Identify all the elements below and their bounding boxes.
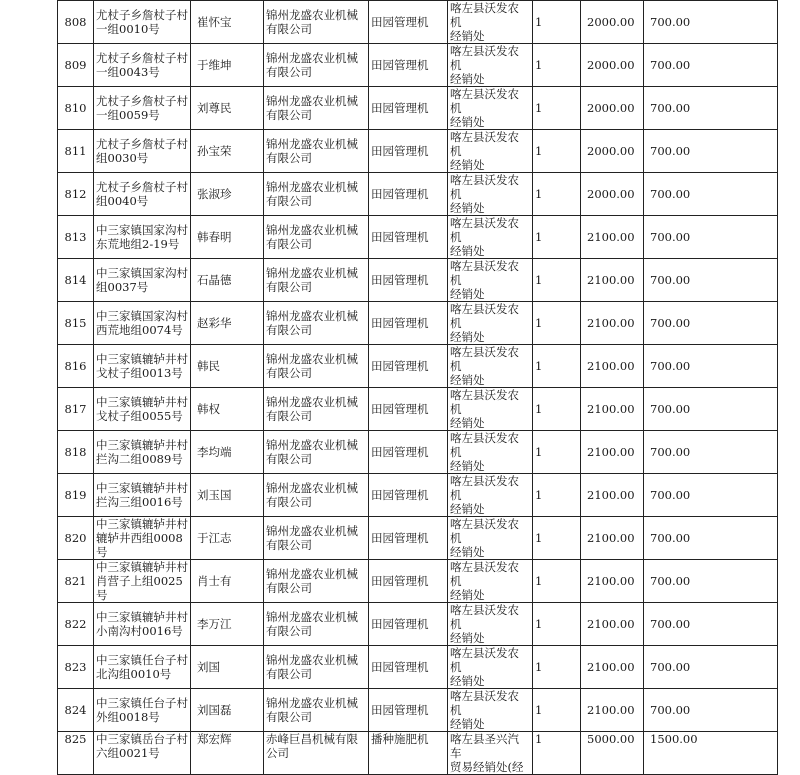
applicant-name-cell: 刘尊民 (191, 87, 264, 130)
row-number-cell: 811 (58, 130, 94, 173)
price-cell: 2000.00 (581, 44, 644, 87)
applicant-name-cell: 于江志 (191, 517, 264, 560)
address-cell: 中三家镇国家沟村 东荒地组2-19号 (94, 216, 191, 259)
dealer-cell: 喀左县圣兴汽车 贸易经销处(经 (448, 732, 533, 775)
price-cell: 2000.00 (581, 1, 644, 44)
manufacturer-cell: 锦州龙盛农业机械 有限公司 (264, 1, 369, 44)
quantity-cell: 1 (533, 431, 581, 474)
dealer-cell: 喀左县沃发农机 经销处 (448, 173, 533, 216)
quantity-cell: 1 (533, 173, 581, 216)
applicant-name-cell: 肖士有 (191, 560, 264, 603)
table-row (58, 130, 778, 173)
dealer-cell: 喀左县沃发农机 经销处 (448, 130, 533, 173)
dealer-cell: 喀左县沃发农机 经销处 (448, 474, 533, 517)
machine-type-cell: 田园管理机 (369, 517, 448, 560)
price-cell: 2100.00 (581, 646, 644, 689)
subsidy-cell: 700.00 (644, 646, 778, 689)
manufacturer-cell: 锦州龙盛农业机械 有限公司 (264, 259, 369, 302)
manufacturer-cell: 锦州龙盛农业机械 有限公司 (264, 646, 369, 689)
manufacturer-cell: 锦州龙盛农业机械 有限公司 (264, 302, 369, 345)
price-cell: 2100.00 (581, 689, 644, 732)
row-number-cell: 809 (58, 44, 94, 87)
table-body (58, 1, 778, 775)
address-cell: 中三家镇辘轳井村 拦沟三组0016号 (94, 474, 191, 517)
dealer-cell: 喀左县沃发农机 经销处 (448, 1, 533, 44)
price-cell: 2100.00 (581, 388, 644, 431)
quantity-cell: 1 (533, 517, 581, 560)
machine-type-cell: 田园管理机 (369, 216, 448, 259)
price-cell: 2100.00 (581, 302, 644, 345)
price-cell: 2100.00 (581, 345, 644, 388)
price-cell: 2100.00 (581, 560, 644, 603)
address-cell: 中三家镇辘轳井村 戈杖子组0013号 (94, 345, 191, 388)
address-cell: 尤杖子乡詹杖子村 一组0059号 (94, 87, 191, 130)
quantity-cell: 1 (533, 560, 581, 603)
address-cell: 中三家镇辘轳井村 拦沟二组0089号 (94, 431, 191, 474)
price-cell: 2000.00 (581, 130, 644, 173)
table-row (58, 560, 778, 603)
address-cell: 尤杖子乡詹杖子村 一组0010号 (94, 1, 191, 44)
subsidy-table (57, 0, 778, 775)
row-number-cell: 812 (58, 173, 94, 216)
dealer-cell: 喀左县沃发农机 经销处 (448, 302, 533, 345)
subsidy-cell: 700.00 (644, 302, 778, 345)
table-row (58, 216, 778, 259)
manufacturer-cell: 锦州龙盛农业机械 有限公司 (264, 173, 369, 216)
dealer-cell: 喀左县沃发农机 经销处 (448, 259, 533, 302)
manufacturer-cell: 锦州龙盛农业机械 有限公司 (264, 431, 369, 474)
table-row (58, 474, 778, 517)
row-number-cell: 818 (58, 431, 94, 474)
address-cell: 尤杖子乡詹杖子村 组0030号 (94, 130, 191, 173)
row-number-cell: 824 (58, 689, 94, 732)
table-row (58, 517, 778, 560)
applicant-name-cell: 刘国磊 (191, 689, 264, 732)
subsidy-cell: 700.00 (644, 517, 778, 560)
manufacturer-cell: 锦州龙盛农业机械 有限公司 (264, 345, 369, 388)
row-number-cell: 819 (58, 474, 94, 517)
applicant-name-cell: 张淑珍 (191, 173, 264, 216)
machine-type-cell: 田园管理机 (369, 431, 448, 474)
table-row (58, 431, 778, 474)
applicant-name-cell: 韩民 (191, 345, 264, 388)
machine-type-cell: 田园管理机 (369, 388, 448, 431)
address-cell: 中三家镇国家沟村 组0037号 (94, 259, 191, 302)
machine-type-cell: 田园管理机 (369, 1, 448, 44)
manufacturer-cell: 锦州龙盛农业机械 有限公司 (264, 517, 369, 560)
applicant-name-cell: 石晶德 (191, 259, 264, 302)
table-row (58, 345, 778, 388)
address-cell: 中三家镇辘轳井村 小南沟村0016号 (94, 603, 191, 646)
row-number-cell: 825 (58, 732, 94, 775)
manufacturer-cell: 锦州龙盛农业机械 有限公司 (264, 689, 369, 732)
machine-type-cell: 田园管理机 (369, 646, 448, 689)
subsidy-cell: 700.00 (644, 388, 778, 431)
row-number-cell: 813 (58, 216, 94, 259)
machine-type-cell: 田园管理机 (369, 302, 448, 345)
quantity-cell: 1 (533, 130, 581, 173)
dealer-cell: 喀左县沃发农机 经销处 (448, 560, 533, 603)
quantity-cell: 1 (533, 388, 581, 431)
row-number-cell: 814 (58, 259, 94, 302)
table-row (58, 1, 778, 44)
quantity-cell: 1 (533, 259, 581, 302)
table-row (58, 302, 778, 345)
quantity-cell: 1 (533, 1, 581, 44)
applicant-name-cell: 刘玉国 (191, 474, 264, 517)
quantity-cell: 1 (533, 689, 581, 732)
subsidy-cell: 700.00 (644, 345, 778, 388)
subsidy-cell: 700.00 (644, 689, 778, 732)
manufacturer-cell: 锦州龙盛农业机械 有限公司 (264, 130, 369, 173)
quantity-cell: 1 (533, 474, 581, 517)
machine-type-cell: 田园管理机 (369, 87, 448, 130)
machine-type-cell: 田园管理机 (369, 259, 448, 302)
applicant-name-cell: 刘国 (191, 646, 264, 689)
address-cell: 中三家镇岳台子村 六组0021号 (94, 732, 191, 775)
machine-type-cell: 田园管理机 (369, 603, 448, 646)
row-number-cell: 808 (58, 1, 94, 44)
machine-type-cell: 田园管理机 (369, 474, 448, 517)
manufacturer-cell: 锦州龙盛农业机械 有限公司 (264, 87, 369, 130)
table-row (58, 44, 778, 87)
manufacturer-cell: 锦州龙盛农业机械 有限公司 (264, 388, 369, 431)
applicant-name-cell: 李均端 (191, 431, 264, 474)
address-cell: 中三家镇辘轳井村 戈杖子组0055号 (94, 388, 191, 431)
dealer-cell: 喀左县沃发农机 经销处 (448, 689, 533, 732)
applicant-name-cell: 于维坤 (191, 44, 264, 87)
address-cell: 中三家镇任台子村 北沟组0010号 (94, 646, 191, 689)
price-cell: 2100.00 (581, 603, 644, 646)
price-cell: 2000.00 (581, 87, 644, 130)
price-cell: 2000.00 (581, 173, 644, 216)
price-cell: 2100.00 (581, 216, 644, 259)
manufacturer-cell: 锦州龙盛农业机械 有限公司 (264, 44, 369, 87)
manufacturer-cell: 锦州龙盛农业机械 有限公司 (264, 603, 369, 646)
machine-type-cell: 田园管理机 (369, 560, 448, 603)
table-row (58, 173, 778, 216)
subsidy-cell: 700.00 (644, 603, 778, 646)
table-row (58, 689, 778, 732)
price-cell: 2100.00 (581, 474, 644, 517)
row-number-cell: 823 (58, 646, 94, 689)
row-number-cell: 815 (58, 302, 94, 345)
subsidy-cell: 700.00 (644, 1, 778, 44)
manufacturer-cell: 锦州龙盛农业机械 有限公司 (264, 474, 369, 517)
table-row (58, 732, 778, 775)
dealer-cell: 喀左县沃发农机 经销处 (448, 388, 533, 431)
row-number-cell: 816 (58, 345, 94, 388)
row-number-cell: 821 (58, 560, 94, 603)
quantity-cell: 1 (533, 732, 581, 775)
machine-type-cell: 田园管理机 (369, 689, 448, 732)
table-row (58, 603, 778, 646)
subsidy-cell: 700.00 (644, 87, 778, 130)
applicant-name-cell: 崔怀宝 (191, 1, 264, 44)
dealer-cell: 喀左县沃发农机 经销处 (448, 345, 533, 388)
dealer-cell: 喀左县沃发农机 经销处 (448, 216, 533, 259)
manufacturer-cell: 锦州龙盛农业机械 有限公司 (264, 560, 369, 603)
table-row (58, 259, 778, 302)
dealer-cell: 喀左县沃发农机 经销处 (448, 603, 533, 646)
quantity-cell: 1 (533, 603, 581, 646)
manufacturer-cell: 锦州龙盛农业机械 有限公司 (264, 216, 369, 259)
quantity-cell: 1 (533, 646, 581, 689)
machine-type-cell: 田园管理机 (369, 173, 448, 216)
subsidy-cell: 1500.00 (644, 732, 778, 775)
table-row (58, 646, 778, 689)
machine-type-cell: 田园管理机 (369, 44, 448, 87)
dealer-cell: 喀左县沃发农机 经销处 (448, 431, 533, 474)
applicant-name-cell: 李万江 (191, 603, 264, 646)
row-number-cell: 810 (58, 87, 94, 130)
quantity-cell: 1 (533, 87, 581, 130)
subsidy-cell: 700.00 (644, 173, 778, 216)
table-row (58, 388, 778, 431)
dealer-cell: 喀左县沃发农机 经销处 (448, 517, 533, 560)
row-number-cell: 820 (58, 517, 94, 560)
applicant-name-cell: 孙宝荣 (191, 130, 264, 173)
subsidy-cell: 700.00 (644, 474, 778, 517)
machine-type-cell: 田园管理机 (369, 345, 448, 388)
subsidy-cell: 700.00 (644, 259, 778, 302)
row-number-cell: 817 (58, 388, 94, 431)
row-number-cell: 822 (58, 603, 94, 646)
applicant-name-cell: 郑宏辉 (191, 732, 264, 775)
price-cell: 2100.00 (581, 431, 644, 474)
table-row (58, 87, 778, 130)
subsidy-cell: 700.00 (644, 44, 778, 87)
applicant-name-cell: 赵彩华 (191, 302, 264, 345)
quantity-cell: 1 (533, 345, 581, 388)
subsidy-cell: 700.00 (644, 431, 778, 474)
manufacturer-cell: 赤峰巨昌机械有限 公司 (264, 732, 369, 775)
dealer-cell: 喀左县沃发农机 经销处 (448, 44, 533, 87)
address-cell: 中三家镇辘轳井村 肖营子上组0025号 (94, 560, 191, 603)
machine-type-cell: 田园管理机 (369, 130, 448, 173)
subsidy-cell: 700.00 (644, 560, 778, 603)
machine-type-cell: 播种施肥机 (369, 732, 448, 775)
quantity-cell: 1 (533, 302, 581, 345)
address-cell: 中三家镇国家沟村 西荒地组0074号 (94, 302, 191, 345)
applicant-name-cell: 韩春明 (191, 216, 264, 259)
subsidy-cell: 700.00 (644, 216, 778, 259)
address-cell: 中三家镇辘轳井村 辘轳井西组0008号 (94, 517, 191, 560)
subsidy-cell: 700.00 (644, 130, 778, 173)
price-cell: 5000.00 (581, 732, 644, 775)
dealer-cell: 喀左县沃发农机 经销处 (448, 87, 533, 130)
quantity-cell: 1 (533, 216, 581, 259)
address-cell: 中三家镇任台子村 外组0018号 (94, 689, 191, 732)
dealer-cell: 喀左县沃发农机 经销处 (448, 646, 533, 689)
address-cell: 尤杖子乡詹杖子村 一组0043号 (94, 44, 191, 87)
quantity-cell: 1 (533, 44, 581, 87)
price-cell: 2100.00 (581, 259, 644, 302)
address-cell: 尤杖子乡詹杖子村 组0040号 (94, 173, 191, 216)
price-cell: 2100.00 (581, 517, 644, 560)
applicant-name-cell: 韩权 (191, 388, 264, 431)
